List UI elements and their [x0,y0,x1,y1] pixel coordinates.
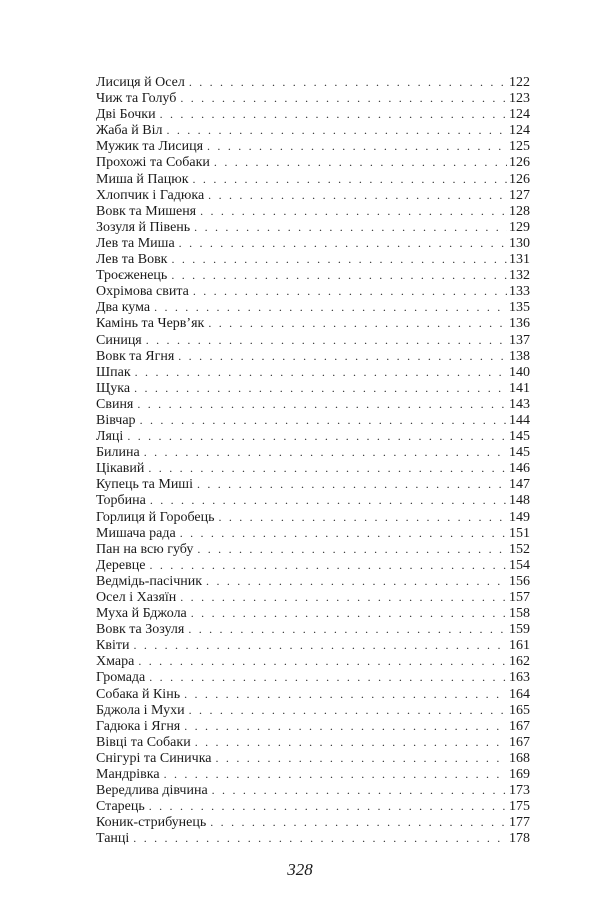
dot-leader [171,251,507,267]
toc-entry [96,122,530,138]
toc-entry [96,90,530,106]
toc-entry-title: Вередлива дівчина [96,783,208,799]
dot-leader [146,332,507,348]
toc-entry-title: Шпак [96,364,131,380]
toc-entry [96,428,530,444]
toc-entry [96,251,530,267]
toc-entry-page: 164 [509,686,530,702]
toc-entry-title: Гадюка і Ягня [96,718,181,734]
dot-leader [195,734,507,750]
toc-entry-page: 159 [509,622,530,638]
toc-entry-page: 162 [509,654,530,670]
toc-entry-page: 175 [509,799,530,815]
toc-entry [96,348,530,364]
toc-entry-page: 167 [509,734,530,750]
toc-entry-title: Свиня [96,396,134,412]
toc-entry-page: 127 [509,187,530,203]
toc-entry-page: 129 [509,219,530,235]
dot-leader [189,74,507,90]
dot-leader [127,428,507,444]
dot-leader [149,557,507,573]
toc-entry-page: 132 [509,268,530,284]
toc-entry-page: 124 [509,123,530,139]
toc-entry-page: 138 [509,348,530,364]
toc-entry [96,541,530,557]
toc-entry [96,138,530,154]
toc-entry-page: 122 [509,75,530,90]
toc-entry-title: Лисиця й Осел [96,75,185,90]
toc-entry [96,605,530,621]
toc-entry-title: Лев та Миша [96,235,175,251]
toc-entry-title: Вовк та Мишеня [96,203,197,219]
toc-entry-page: 156 [509,573,530,589]
toc-entry [96,653,530,669]
toc-entry-page: 128 [509,203,530,219]
toc-entry-page: 145 [509,445,530,461]
toc-entry [96,718,530,734]
toc-entry [96,621,530,637]
dot-leader [160,106,507,122]
toc-entry-page: 163 [509,670,530,686]
toc-entry [96,187,530,203]
toc-entry-page: 167 [509,718,530,734]
toc-entry [96,637,530,653]
toc-entry [96,74,530,90]
toc-entry-title: Ведмідь-пасічник [96,573,203,589]
toc-entry [96,750,530,766]
toc-entry-title: Муха й Бджола [96,606,187,622]
toc-entry [96,766,530,782]
toc-entry-title: Прохожі та Собаки [96,155,210,171]
table-of-contents [96,74,530,847]
toc-entry [96,686,530,702]
toc-entry-title: Миша й Пацюк [96,171,189,187]
toc-entry-title: Зозуля й Півень [96,219,191,235]
dot-leader [180,525,507,541]
dot-leader [134,380,507,396]
page-number: 328 [287,860,313,879]
toc-entry-page: 124 [509,107,530,123]
dot-leader [189,702,507,718]
toc-entry [96,299,530,315]
dot-leader [164,766,507,782]
dot-leader [194,219,507,235]
toc-entry-title: Громада [96,670,146,686]
toc-entry-page: 173 [509,783,530,799]
toc-entry-page: 130 [509,235,530,251]
toc-entry-title: Вовк та Зозуля [96,622,185,638]
toc-entry [96,702,530,718]
toc-entry-page: 147 [509,477,530,493]
toc-entry-title: Охрімова свита [96,284,189,300]
toc-entry [96,364,530,380]
dot-leader [150,492,507,508]
dot-leader [207,138,507,154]
toc-entry [96,380,530,396]
toc-entry [96,492,530,508]
toc-entry-title: Ляці [96,429,124,445]
toc-entry-page: 151 [509,525,530,541]
toc-entry-title: Щука [96,380,131,396]
dot-leader [178,348,507,364]
toc-entry-title: Вовк та Ягня [96,348,175,364]
toc-entry-title: Вівчар [96,412,136,428]
dot-leader [137,396,507,412]
toc-entry [96,573,530,589]
dot-leader [216,750,507,766]
toc-entry [96,589,530,605]
toc-entry [96,154,530,170]
toc-entry-page: 125 [509,139,530,155]
dot-leader [208,187,507,203]
dot-leader [184,686,507,702]
dot-leader [214,154,507,170]
toc-entry-title: Дві Бочки [96,107,156,123]
toc-entry [96,830,530,846]
toc-entry-title: Осел і Хазяїн [96,590,177,605]
toc-entry [96,106,530,122]
toc-entry [96,315,530,331]
toc-entry [96,235,530,251]
toc-entry-page: 140 [509,364,530,380]
toc-entry-title: Синиця [96,332,142,348]
toc-entry-page: 165 [509,702,530,718]
toc-entry-page: 149 [509,509,530,525]
toc-entry [96,814,530,830]
toc-entry-title: Лев та Вовк [96,252,168,268]
dot-leader [180,90,507,106]
dot-leader [135,364,507,380]
dot-leader [171,267,507,283]
toc-entry-page: 158 [509,606,530,622]
toc-entry-title: Купець та Миші [96,477,193,493]
toc-entry-page: 144 [509,412,530,428]
toc-entry [96,267,530,283]
toc-entry-page: 131 [509,252,530,268]
dot-leader [133,637,507,653]
toc-entry-page: 145 [509,429,530,445]
dot-leader [184,718,507,734]
toc-entry-title: Коник-стрибунець [96,815,207,831]
dot-leader [144,444,507,460]
toc-entry-title: Троєженець [96,268,168,284]
dot-leader [138,653,507,669]
dot-leader [154,299,507,315]
toc-entry-title: Горлиця й Горобець [96,509,215,525]
toc-entry-title: Квіти [96,638,130,654]
toc-entry-title: Хмара [96,654,135,670]
toc-entry-page: 141 [509,380,530,396]
dot-leader [206,573,507,589]
toc-entry [96,171,530,187]
dot-leader [200,203,507,219]
toc-entry-title: Мужик та Лисиця [96,139,204,155]
toc-entry-page: 136 [509,316,530,332]
toc-entry-title: Вівці та Собаки [96,734,191,750]
toc-entry-page: 152 [509,541,530,557]
toc-entry [96,782,530,798]
toc-entry [96,460,530,476]
toc-entry-page: 135 [509,300,530,316]
dot-leader [193,171,507,187]
toc-entry-page: 154 [509,557,530,573]
dot-leader [133,830,507,846]
toc-entry-title: Деревце [96,557,146,573]
toc-entry [96,669,530,685]
toc-entry-title: Снігурі та Синичка [96,750,212,766]
dot-leader [212,782,507,798]
dot-leader [148,460,507,476]
toc-entry-page: 168 [509,750,530,766]
dot-leader [180,589,507,605]
toc-entry [96,476,530,492]
toc-entry [96,203,530,219]
toc-entry [96,412,530,428]
dot-leader [191,605,507,621]
toc-entry-page: 148 [509,493,530,509]
toc-entry-page: 143 [509,396,530,412]
dot-leader [193,283,507,299]
dot-leader [197,476,507,492]
toc-entry-page: 137 [509,332,530,348]
dot-leader [197,541,507,557]
toc-entry-title: Старець [96,799,145,815]
toc-entry-page: 178 [509,831,530,847]
toc-entry-title: Мандрівка [96,767,160,783]
toc-entry-title: Два кума [96,300,151,316]
toc-entry-page: 169 [509,767,530,783]
toc-entry-page: 161 [509,638,530,654]
dot-leader [218,509,507,525]
toc-entry-page: 133 [509,284,530,300]
toc-entry [96,525,530,541]
dot-leader [166,122,507,138]
toc-entry-title: Билина [96,445,140,461]
dot-leader [140,412,507,428]
toc-entry [96,396,530,412]
toc-entry-title: Цікавий [96,461,145,477]
toc-entry [96,332,530,348]
dot-leader [210,814,507,830]
toc-entry [96,734,530,750]
toc-entry-title: Собака й Кінь [96,686,181,702]
toc-entry-title: Торбина [96,493,146,509]
toc-entry-page: 126 [509,155,530,171]
toc-entry [96,557,530,573]
toc-entry-title: Чиж та Голуб [96,91,177,107]
toc-entry-title: Камінь та Черв’як [96,316,205,332]
dot-leader [188,621,507,637]
toc-entry-title: Мишача рада [96,525,176,541]
dot-leader [149,669,507,685]
toc-entry-page: 146 [509,461,530,477]
toc-entry-title: Хлопчик і Гадюка [96,187,205,203]
toc-entry [96,798,530,814]
toc-entry-title: Пан на всю губу [96,541,194,557]
toc-entry-title: Бджола і Мухи [96,702,185,718]
toc-entry-page: 126 [509,171,530,187]
dot-leader [208,315,507,331]
toc-entry-page: 157 [509,590,530,605]
toc-entry [96,444,530,460]
toc-entry [96,219,530,235]
dot-leader [179,235,507,251]
toc-entry-title: Танці [96,831,130,847]
toc-entry-title: Жаба й Віл [96,123,163,139]
dot-leader [149,798,507,814]
toc-entry-page: 177 [509,815,530,831]
toc-entry [96,283,530,299]
toc-entry [96,509,530,525]
toc-entry-page: 123 [509,91,530,107]
